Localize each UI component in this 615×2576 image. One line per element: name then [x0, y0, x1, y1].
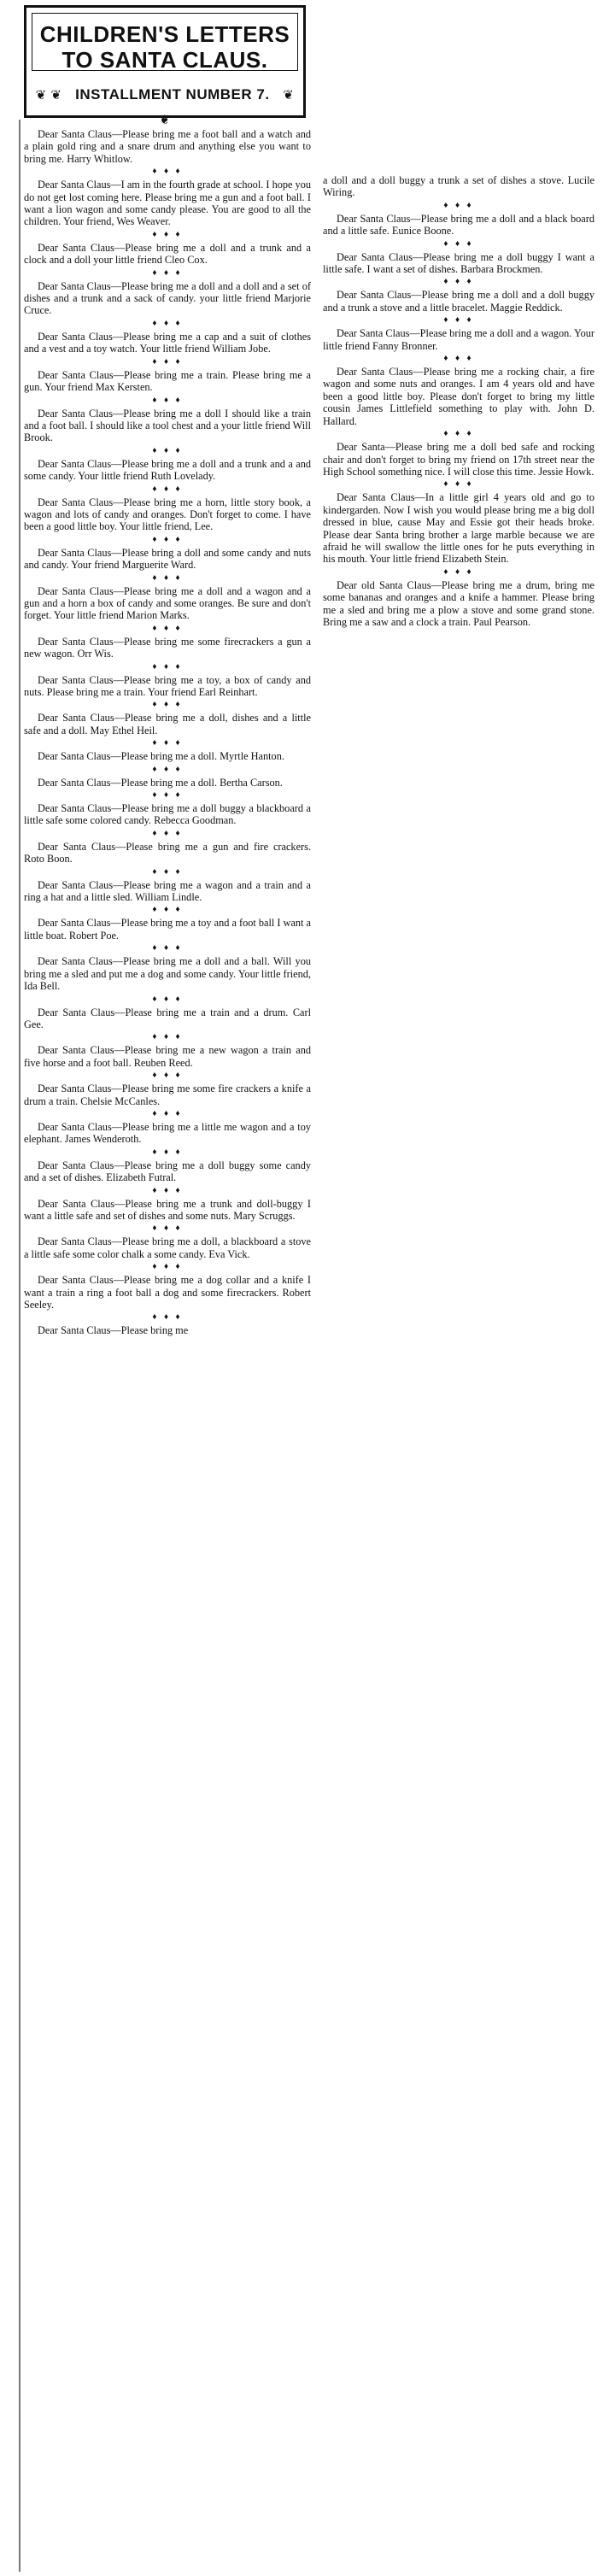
letter: a doll and a doll buggy a trunk a set of dishes a stove. Lucile Wiring.	[323, 174, 594, 199]
separator-stars: ♦ ♦ ♦	[443, 238, 474, 249]
separator-stars: ♦ ♦ ♦	[152, 790, 183, 801]
separator-stars: ♦ ♦ ♦	[152, 395, 183, 405]
headline-line-1: CHILDREN'S LETTERS	[39, 21, 290, 47]
separator-stars: ♦ ♦ ♦	[152, 738, 183, 748]
ornament-left-icon: ❦ ❦	[35, 88, 62, 103]
installment-label: INSTALLMENT NUMBER 7.	[75, 86, 270, 103]
letter: Dear Santa Claus—Please bring me	[38, 1324, 189, 1337]
separator-stars: ♦ ♦ ♦	[152, 1147, 183, 1157]
separator-stars: ♦ ♦ ♦	[152, 1312, 183, 1323]
separator-stars: ♦ ♦ ♦	[152, 534, 183, 544]
letter: Dear Santa Claus—Please bring me a gun and fire crackers. Roto Boon.	[24, 840, 311, 866]
letter: Dear Santa Claus—Please bring me a doll buggy a blackboard a little safe some colored candy. Rebecca Goodman.	[24, 802, 311, 827]
separator-stars: ♦ ♦ ♦	[152, 484, 183, 494]
letter: Dear Santa Claus—I am in the fourth grade at school. I hope you do not get lost coming here. Please bring me a gun and a foot ball. I want a lion wagon and some candy please. You are good to all the children. Your friend, Wes Weaver.	[24, 179, 311, 228]
separator-stars: ♦ ♦ ♦	[152, 661, 183, 672]
separator-stars: ♦ ♦ ♦	[152, 623, 183, 633]
separator-stars: ♦ ♦ ♦	[152, 318, 183, 328]
separator-stars: ♦ ♦ ♦	[443, 200, 474, 210]
separator-stars: ♦ ♦ ♦	[152, 994, 183, 1004]
separator-stars: ♦ ♦ ♦	[152, 943, 183, 954]
letter: Dear Santa Claus—Please bring me a doll and a black board and a little safe. Eunice Boone.	[323, 212, 594, 238]
separator-stars: ♦ ♦ ♦	[152, 167, 183, 177]
separator-stars: ♦ ♦ ♦	[443, 566, 474, 577]
separator-stars: ♦ ♦ ♦	[152, 267, 183, 278]
headline-title	[37, 21, 293, 73]
letter: Dear Santa Claus—Please bring me a doll and a trunk and a and some candy. Your little friend Ruth Lovelady.	[24, 457, 311, 483]
column-1	[24, 128, 311, 1337]
letter: Dear Santa Claus—Please bring me a doll and a ball. Will you bring me a sled and put me a dog and some candy. Your little friend, Ida Bell.	[24, 955, 311, 993]
letter: Dear old Santa Claus—Please bring me a drum, bring me some bananas and oranges and a knife a hammer. Please bring me a sled and bring me a plow a stove and some grand stone. Bring me a saw and a clock a train. Paul Pearson.	[323, 578, 594, 628]
letter: Dear Santa Claus—Please bring me a doll and a wagon. Your little friend Fanny Bronner.	[323, 327, 594, 352]
separator-stars: ♦ ♦ ♦	[152, 1032, 183, 1042]
column-rule	[19, 120, 20, 2572]
letter: Dear Santa Claus—Please bring me a doll buggy I want a little safe. I want a set of dishes. Barbara Brockmen.	[323, 250, 594, 276]
letter: Dear Santa Claus—Please bring me a trunk and doll-buggy I want a little safe and set of dishes and some nuts. Mary Scruggs.	[24, 1197, 311, 1222]
letter: Dear Santa Claus—Please bring me a foot ball and a watch and a plain gold ring and a snare drum and anything else you want to bring me. Harry Whitlow.	[24, 128, 311, 165]
letter: Dear Santa Claus—Please bring me a new wagon a train and five horse and a foot ball. Reuben Reed.	[24, 1044, 311, 1069]
letter: Dear Santa Claus—In a little girl 4 years old and go to kindergarden. Now I wish you would please bring me a big doll dressed in blue, cause May and Essie got their heads broke. Please dear Santa bring brother a large marble because we are afraid he will swallow the little ones for he puts everything in his mouth. Your little friend Elizabeth Stein.	[323, 491, 594, 566]
letter: Dear Santa Claus—Please bring me a cap and a suit of clothes and a vest and a toy watch. Your little friend William Jobe.	[24, 330, 311, 355]
letter: Dear Santa Claus—Please bring me some firecrackers a gun a new wagon. Orr Wis.	[24, 635, 311, 660]
letter: Dear Santa Claus—Please bring me some fire crackers a knife a drum a train. Chelsie McCanles.	[24, 1083, 311, 1107]
separator-stars: ♦ ♦ ♦	[152, 229, 183, 239]
letter: Dear Santa Claus—Please bring me a wagon and a train and a ring a hat and a little sled. William Lindle.	[24, 878, 311, 904]
headline-line-2: TO SANTA CLAUS.	[62, 47, 268, 73]
separator-stars: ♦ ♦ ♦	[152, 1185, 183, 1195]
letter: Dear Santa Claus—Please bring me a doll, dishes and a little safe and a doll. May Ethel Heil.	[24, 712, 311, 736]
letter: Dear Santa Claus—Please bring me a train. Please bring me a gun. Your friend Max Kersten.	[24, 368, 311, 394]
letter: Dear Santa Claus—Please bring me a doll and a doll buggy and a trunk a stove and a little bracelet. Maggie Reddick.	[323, 289, 594, 314]
letter: Dear Santa Claus—Please bring me a doll. Myrtle Hanton.	[38, 750, 284, 763]
letter: Dear Santa Claus—Please bring me a doll and a wagon and a gun and a horn a box of candy and some oranges. Be sure and don't forget. Your little friend Marion Marks.	[24, 584, 311, 622]
column-2	[323, 174, 594, 628]
separator-stars: ♦ ♦ ♦	[443, 479, 474, 490]
letter: Dear Santa Claus—Please bring me a toy and a foot ball I want a little boat. Robert Poe.	[24, 917, 311, 942]
letter: Dear Santa Claus—Please bring a doll and some candy and nuts and candy. Your friend Marguerite Ward.	[24, 546, 311, 572]
separator-stars: ♦ ♦ ♦	[152, 1071, 183, 1081]
installment-line	[32, 83, 298, 127]
letter: Dear Santa Claus—Please bring me a dog collar and a knife I want a train a ring a foot ball a dog and some firecrackers. Robert Seeley.	[24, 1274, 311, 1311]
separator-stars: ♦ ♦ ♦	[152, 1262, 183, 1272]
separator-stars: ♦ ♦ ♦	[152, 764, 183, 774]
separator-stars: ♦ ♦ ♦	[152, 445, 183, 455]
separator-stars: ♦ ♦ ♦	[152, 1108, 183, 1118]
letter: Dear Santa Claus—Please bring me a doll I should like a train and a foot ball. I should like a tool chest and a your little friend Will Brook.	[24, 407, 311, 444]
separator-stars: ♦ ♦ ♦	[443, 354, 474, 364]
letter: Dear Santa Claus—Please bring me a doll. Bertha Carson.	[38, 776, 283, 789]
ornament-right-icon: ❦ ❦	[159, 88, 295, 127]
separator-stars: ♦ ♦ ♦	[152, 1223, 183, 1234]
separator-stars: ♦ ♦ ♦	[152, 572, 183, 583]
separator-stars: ♦ ♦ ♦	[443, 315, 474, 326]
separator-stars: ♦ ♦ ♦	[443, 277, 474, 287]
letter: Dear Santa Claus—Please bring me a doll buggy some candy and a set of dishes. Elizabeth Futral.	[24, 1159, 311, 1184]
headline-box	[24, 5, 306, 127]
letter: Dear Santa Claus—Please bring me a toy, a box of candy and nuts. Please bring me a train. Your friend Earl Reinhart.	[24, 673, 311, 698]
letter: Dear Santa Claus—Please bring me a doll and a trunk and a clock and a doll your little friend Cleo Cox.	[24, 241, 311, 267]
letter: Dear Santa—Please bring me a doll bed safe and rocking chair and don't forget to bring my friend on 17th street near the High School something nice. I will close this time. Jessie Howk.	[323, 441, 594, 478]
letter: Dear Santa Claus—Please bring me a doll, a blackboard a stove a little safe some color chalk a some candy. Eva Vick.	[24, 1235, 311, 1260]
letter: Dear Santa Claus—Please bring me a little me wagon and a toy elephant. James Wenderoth.	[24, 1120, 311, 1146]
separator-stars: ♦ ♦ ♦	[152, 905, 183, 915]
separator-stars: ♦ ♦ ♦	[152, 828, 183, 838]
letter: Dear Santa Claus—Please bring me a doll and a doll and a set of dishes and a trunk and a sack of candy. your little friend Marjorie Cruce.	[24, 279, 311, 317]
letter: Dear Santa Claus—Please bring me a rocking chair, a fire wagon and some nuts and oranges. I am 4 years old and have been a good little boy. Please don't forget to bring my little cousin James Littlefield something to play with. John D. Hallard.	[323, 366, 594, 427]
separator-stars: ♦ ♦ ♦	[152, 700, 183, 710]
separator-stars: ♦ ♦ ♦	[152, 866, 183, 877]
letter: Dear Santa Claus—Please bring me a horn, little story book, a wagon and lots of candy and oranges. Don't forget to come. I have been a good little boy. Your little friend, Lee.	[24, 496, 311, 533]
separator-stars: ♦ ♦ ♦	[152, 356, 183, 367]
separator-stars: ♦ ♦ ♦	[443, 429, 474, 439]
letter: Dear Santa Claus—Please bring me a train and a drum. Carl Gee.	[24, 1006, 311, 1030]
